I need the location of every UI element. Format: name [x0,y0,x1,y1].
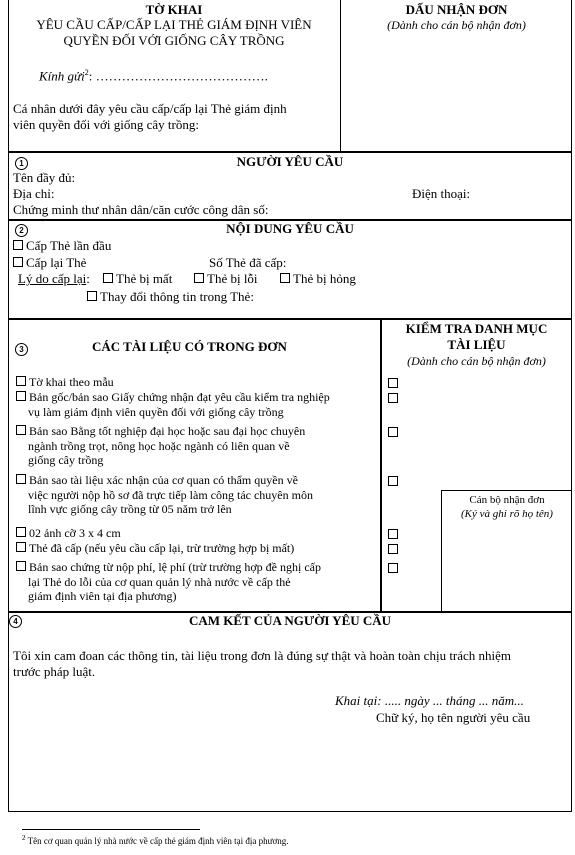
reason-change-info[interactable]: Thay đổi thông tin trong Thẻ: [87,289,254,305]
id-card-field[interactable]: Chứng minh thư nhân dân/căn cước công dân số: [13,202,269,217]
reason-label: Lý do cấp lại [18,271,87,286]
document-item[interactable] [16,424,384,468]
recipient-dots[interactable]: : …………………………………. [88,68,268,84]
document-item[interactable] [16,375,384,390]
check-note: (Dành cho cán bộ nhận đơn) [407,354,546,368]
form-subtitle-1: YÊU CẦU CẤP/CẤP LẠI THẺ GIÁM ĐỊNH VIÊN [36,17,312,32]
reason-lost[interactable]: Thẻ bị mất [103,271,172,287]
checkbox[interactable] [16,561,26,571]
checkbox[interactable] [16,425,26,435]
document-item-text: Tờ khai theo mẫu [29,375,114,389]
document-item-first-line [16,424,384,439]
pledge-line-2: trước pháp luật. [13,664,96,679]
footnote [22,834,289,846]
footnote-divider [22,829,200,830]
checkbox[interactable] [280,273,290,283]
full-name-field[interactable]: Tên đầy đủ: [13,170,76,185]
review-checkbox[interactable] [388,378,398,388]
section3-title: CÁC TÀI LIỆU CÓ TRONG ĐƠN [92,339,287,354]
section3-number: 3 [15,341,28,356]
document-item-line: ngành trồng trọt, nông học hoặc ngành có liên quan về [28,438,290,453]
section1-number: 1 [15,155,28,170]
divider [8,318,572,320]
reason-damaged[interactable]: Thẻ bị hỏng [280,271,356,287]
review-checkbox[interactable] [388,427,398,437]
form-subtitle-2: QUYỀN ĐỐI VỚI GIỐNG CÂY TRỒNG [63,33,285,48]
document-item[interactable] [16,560,384,604]
intro-line-2: viên quyền đối với giống cây trồng: [13,117,199,132]
document-item-text: Thẻ đã cấp (nếu yêu cầu cấp lại, trừ trường hợp bị mất) [29,541,295,555]
checkbox[interactable] [13,257,23,267]
reissue-option[interactable]: Cấp lại Thẻ [13,255,86,271]
divider [8,151,572,153]
checkbox[interactable] [103,273,113,283]
document-item-first-line [16,541,384,556]
address-field[interactable]: Địa chỉ: [13,186,55,201]
document-item-first-line [16,390,384,405]
footnote-ref: 2 [84,68,89,77]
document-item-text: Bản sao chứng từ nộp phí, lệ phí (trừ trường hợp đề nghị cấp [29,560,321,574]
checkbox[interactable] [16,474,26,484]
section2-title: NỘI DUNG YÊU CẦU [226,221,354,236]
review-checkbox[interactable] [388,563,398,573]
document-item-line: giám định viên tại địa phương) [28,589,177,603]
document-item-line: vụ làm giám định viên quyền đối với giống cây trồng [28,404,284,419]
place-date[interactable]: Khai tại: ..... ngày ... tháng ... năm... [335,693,524,708]
document-item-first-line [16,560,384,575]
recipient-line [39,68,268,84]
section1-title: NGƯỜI YÊU CẦU [236,154,344,169]
checkbox[interactable] [13,240,23,250]
reason-row: Lý do cấp lại: [18,271,90,286]
review-checkbox[interactable] [388,529,398,539]
reason-error[interactable]: Thẻ bị lỗi [194,271,258,287]
document-item[interactable] [16,390,384,419]
document-item-first-line [16,375,384,390]
section4-number: 4 [9,613,22,628]
checkbox[interactable] [16,376,26,386]
signature-label: Chữ ký, họ tên người yêu cầu [376,710,531,725]
document-item-line: việc người nộp hồ sơ đã trực tiếp làm công tác chuyên môn [28,487,313,502]
document-item-text: Bản sao tài liệu xác nhận của cơ quan có thẩm quyền về [29,473,298,487]
document-item-text: Bản gốc/bản sao Giấy chứng nhận đạt yêu cầu kiểm tra nghiệp [29,390,330,404]
check-title-1: KIỂM TRA DANH MỤC [405,321,548,336]
review-checkbox[interactable] [388,544,398,554]
pledge-line-1: Tôi xin cam đoan các thông tin, tài liệu trong đơn là đúng sự thật và hoàn toàn chịu trách nhiệm [13,648,512,663]
card-number-field[interactable]: Số Thẻ đã cấp: [209,255,287,270]
form-title: TỜ KHAI [145,2,203,17]
document-item-line: giống cây trồng [28,453,104,467]
officer-title: Cán bộ nhận đơn [469,494,545,506]
checkbox[interactable] [87,291,97,301]
section4-title: CAM KẾT CỦA NGƯỜI YÊU CẦU [188,613,392,628]
document-item-first-line [16,473,384,488]
footnote-mark: 2 [22,834,26,842]
first-issue-option[interactable]: Cấp Thẻ lần đầu [13,238,111,254]
document-item[interactable] [16,526,384,541]
review-checkbox[interactable] [388,476,398,486]
check-title-2: TÀI LIỆU [447,337,506,352]
document-item-text: Bản sao Bằng tốt nghiệp đại học hoặc sau đại học chuyên [29,424,306,438]
intro-line-1: Cá nhân dưới đây yêu cầu cấp/cấp lại Thẻ giám định [13,101,287,116]
checkbox[interactable] [194,273,204,283]
phone-field[interactable]: Điện thoại: [412,186,471,201]
section2-number: 2 [15,222,28,237]
document-item[interactable] [16,541,384,556]
checkbox[interactable] [16,527,26,537]
checkbox[interactable] [16,542,26,552]
review-checkbox[interactable] [388,393,398,403]
checkbox[interactable] [16,391,26,401]
document-item-first-line [16,526,384,541]
document-item-line: lĩnh vực giống cây trồng từ 05 năm trở lên [28,502,232,516]
footnote-text: Tên cơ quan quản lý nhà nước về cấp thẻ giám định viên tại địa phương. [27,836,289,846]
officer-note: (Ký và ghi rõ họ tên) [461,508,553,520]
document-item-line: lại Thẻ do lỗi của cơ quan quản lý nhà nước về cấp thẻ [28,574,291,589]
document-item-text: 02 ảnh cỡ 3 x 4 cm [29,526,121,540]
document-item[interactable] [16,473,384,517]
stamp-title: DẤU NHẬN ĐƠN [405,2,508,17]
recipient-label: Kính gửi [39,68,85,84]
stamp-note: (Dành cho cán bộ nhận đơn) [387,18,526,32]
